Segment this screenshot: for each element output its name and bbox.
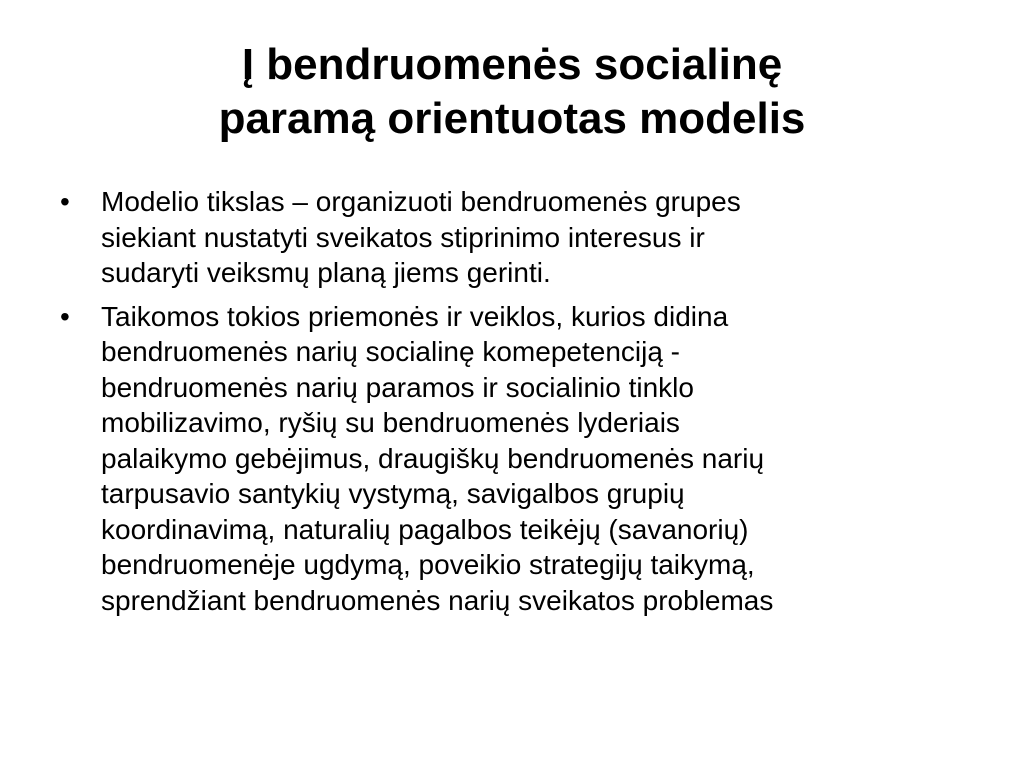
bullet-marker: • (60, 186, 70, 217)
bullet-line: siekiant nustatyti sveikatos stiprinimo interesus ir (101, 221, 705, 253)
bullet-line: mobilizavimo, ryšių su bendruomenės lyderiais (101, 407, 680, 438)
bullet-line: Taikomos tokios priemonės ir veiklos, kurios didina (101, 300, 729, 332)
bullet-line: tarpusavio santykių vystymą, savigalbos grupių (101, 478, 685, 509)
bullet-line: bendruomenės narių paramos ir socialinio tinklo (101, 371, 694, 403)
title-line: Į bendruomenės socialinę (241, 40, 783, 89)
bullet-line: Modelio tikslas – organizuoti bendruomenės grupes (101, 186, 741, 217)
bullet-line: bendruomenėje ugdymą, poveikio strategijų taikymą, (101, 549, 755, 580)
bullet-item-measures (60, 299, 960, 619)
bullet-line: sprendžiant bendruomenės narių sveikatos problemas (101, 584, 774, 616)
slide-title (60, 38, 964, 146)
bullet-marker: • (60, 300, 70, 332)
bullet-line: bendruomenės narių socialinę komepetenciją - (101, 336, 681, 367)
bullet-line: palaikymo gebėjimus, draugiškų bendruomenės narių (101, 442, 765, 474)
bullet-line: sudaryti veiksmų planą jiems gerinti. (101, 257, 551, 288)
bullet-line: koordinavimą, naturalių pagalbos teikėjų (savanorių) (101, 513, 749, 545)
title-line: paramą orientuotas modelis (218, 94, 806, 143)
bullet-list (60, 184, 960, 626)
bullet-item-goal (60, 184, 960, 291)
